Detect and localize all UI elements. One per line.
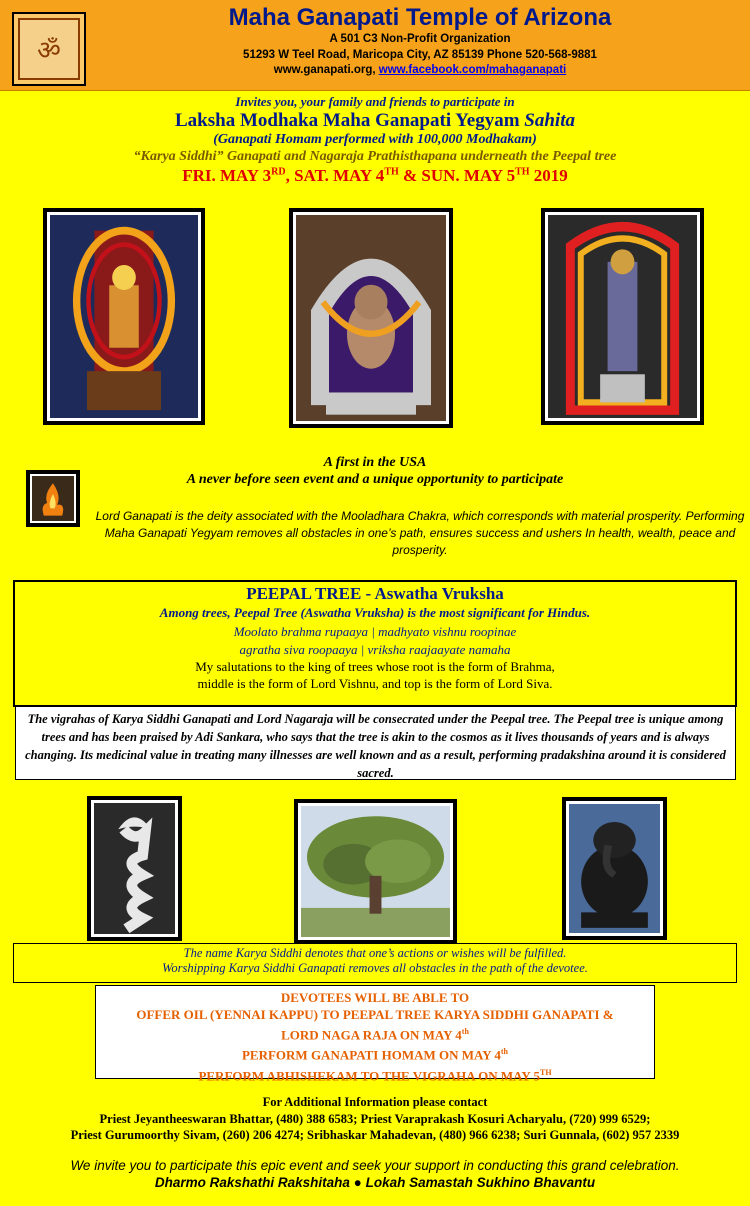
abhishekam-line: PERFORM ABHISHEKAM TO THE VIGRAHA ON MAY 5TH: [198, 1067, 552, 1083]
karya-siddhi-line-2: Worshipping Karya Siddhi Ganapati removes all obstacles in the path of the devotee.: [162, 961, 588, 975]
sloka-line-1: Moolato brahma rupaaya | madhyato vishnu roopinae: [233, 624, 517, 639]
salutation-line-1: My salutations to the king of trees whose root is the form of Brahma,: [195, 659, 555, 674]
unique-opportunity: A never before seen event and a unique opportunity to participate: [186, 472, 564, 487]
event-title: Laksha Modhaka Maha Ganapati Yegyam Sahita: [175, 110, 575, 131]
invite-line: Invites you, your family and friends to participate in: [235, 94, 515, 109]
ganapati-logo-icon: ॐ: [18, 18, 80, 80]
deity-photo-right: [541, 208, 704, 425]
karya-siddhi-ganapati-photo: [562, 797, 667, 940]
website-link[interactable]: www.ganapati.org,: [273, 64, 376, 76]
contact-title: For Additional Information please contact: [262, 1095, 488, 1109]
vigrahas-text: The vigrahas of Karya Siddhi Ganapati and Lord Nagaraja will be consecrated under the Peepal tree. The Peepal tree is unique among trees and has been praised by Adi Sankara, who says that the tree is akin to the cosmos as it lives thousands of years and is always changing. Its medicinal value in treating many illnesses are well known and as a result, performing pradakshina around it is considered sacred.: [15, 706, 736, 780]
peepal-title: PEEPAL TREE - Aswatha Vruksha: [246, 584, 504, 603]
devotees-box: [95, 985, 655, 1083]
karya-siddhi-box: [13, 943, 737, 983]
peepal-tree-photo: [294, 799, 457, 944]
peepal-significance: Among trees, Peepal Tree (Aswatha Vruksha) is the most significant for Hindus.: [159, 605, 591, 620]
salutation-line-2: middle is the form of Lord Vishnu, and top is the form of Lord Siva.: [197, 676, 553, 691]
temple-logo: [12, 12, 86, 86]
event-subtitle: (Ganapati Homam performed with 100,000 Modhakam): [213, 132, 537, 147]
offer-oil-line: OFFER OIL (YENNAI KAPPU) TO PEEPAL TREE KARYA SIDDHI GANAPATI &: [136, 1007, 614, 1022]
ganapati-homam-line: PERFORM GANAPATI HOMAM ON MAY 4th: [241, 1047, 508, 1063]
closing-blessing: Dharmo Rakshathi Rakshitaha ● Lokah Samastah Sukhino Bhavantu: [154, 1175, 596, 1190]
event-dates: FRI. MAY 3RD, SAT. MAY 4TH & SUN. MAY 5TH 2019: [182, 166, 568, 185]
devotees-heading: DEVOTEES WILL BE ABLE TO: [280, 990, 470, 1005]
temple-title: Maha Ganapati Temple of Arizona: [228, 4, 612, 31]
contact-line-1: Priest Jeyantheeswaran Bhattar, (480) 388 6583; Priest Varaprakash Kosuri Acharyalu, (720) 999 6529;: [99, 1112, 651, 1126]
contact-line-2: Priest Gurumoorthy Sivam, (260) 206 4274; Sribhaskar Mahadevan, (480) 966 6238; Suri Gunnala, (602) 957 2339: [70, 1128, 680, 1142]
web-links: [90, 64, 750, 76]
facebook-link[interactable]: www.facebook.com/mahaganapati: [378, 64, 567, 76]
ganapati-photo-center: [289, 208, 453, 428]
lord-ganapati-text: Lord Ganapati is the deity associated with the Mooladhara Chakra, which corresponds with material prosperity. Performing Maha Ganapati Yegyam removes all obstacles in one’s path, ensures success and ushers In health, wealth, peace and prosperity.: [95, 509, 745, 557]
closing-invite: We invite you to participate this epic event and seek your support in conducting this grand celebration.: [70, 1158, 680, 1173]
karya-siddhi-line-1: The name Karya Siddhi denotes that one’s actions or wishes will be fulfilled.: [183, 946, 567, 960]
nagaraja-photo: [87, 796, 182, 941]
event-description: “Karya Siddhi” Ganapati and Nagaraja Prathisthapana underneath the Peepal tree: [133, 149, 617, 164]
sloka-line-2: agratha siva roopaaya | vriksha raajaayate namaha: [239, 642, 511, 657]
temple-address: 51293 W Teel Road, Maricopa City, AZ 85139 Phone 520-568-9881: [243, 49, 597, 61]
naga-raja-line: LORD NAGA RAJA ON MAY 4th: [281, 1027, 469, 1043]
deity-photo-left: [43, 208, 205, 425]
first-in-usa: A first in the USA: [323, 455, 427, 470]
org-type: A 501 C3 Non-Profit Organization: [329, 33, 511, 45]
